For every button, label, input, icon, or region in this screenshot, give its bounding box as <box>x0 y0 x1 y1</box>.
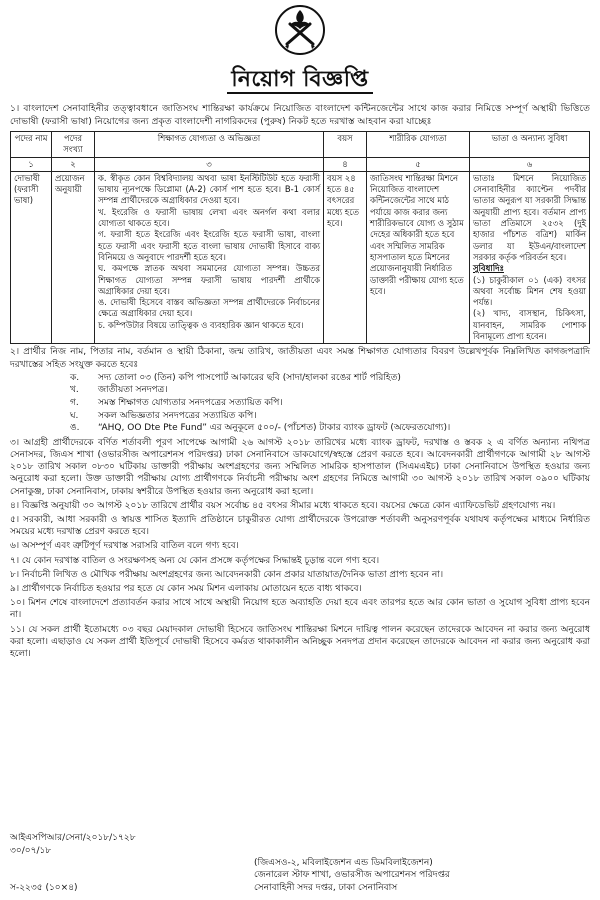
qualification-item: গ. ফরাসী হতে ইংরেজি এবং ইংরেজি হতে ফরাসী ভাষা, বাংলা হতে ফরাসী এবং ফরাসী হতে বাংলা ভাষায় দোভাষী হিসাবে বাক্য বিনিময়ে ও অনুবাদে পারদর্শী হতে হবে। <box>98 229 320 262</box>
column-number: ১ <box>11 157 52 171</box>
paragraph-2: ২। প্রার্থীর নিজ নাম, পিতার নাম, বর্তমান ও স্থায়ী ঠিকানা, জন্ম তারিখ, জাতীয়তা এবং সমস্ত শিক্ষাগত যোগ্যতার বিবরণ উল্লেখপূর্বক নিম্নলিখিত কাগজপত্রাদি দরখাস্তের সহিত সংযুক্ত করতে হবেঃ <box>10 347 590 370</box>
paragraph-4: ৪। বিজ্ঞপ্তি অনুযায়ী ৩০ আগস্ট ২০১৮ তারিখে প্রার্থীর বয়স সর্বোচ্চ ৪৫ বৎসর সীমার মধ্যে থাকতে হবে। বয়সের ক্ষেত্রে কোন এ্যাফিডেভিট গ্রহণযোগ্য নয়। <box>10 500 556 511</box>
column-number: ৩ <box>95 157 324 171</box>
list-key: ক. <box>70 372 80 383</box>
list-value: জাতীয়তা সনদপত্র। <box>98 385 168 396</box>
physical-requirement: জাতিসংঘ শান্তিরক্ষা মিশনে নিয়োজিত বাংলাদেশ কন্টিনজেন্টের সাথে মাঠ পর্যায়ে কাজ করার জন্য শারীরিকভাবে যোগ্য ও সুঠাম দেহের অধিকারী হতে হবে এবং সম্মিলিত সামরিক হাসপাতাল হতে মিশনের প্রয়োজনানুযায়ী নির্ধারিত ডাক্তারী পরীক্ষায় যোগ্য হতে হবে। <box>367 171 470 343</box>
column-number: ২ <box>52 157 95 171</box>
list-value: সকল অভিজ্ঞতার সনদপত্রের সত্যায়িত কপি। <box>98 410 257 421</box>
qualification-item: ক. স্বীকৃত কোন বিশ্ববিদ্যালয় অথবা ভাষা ইনস্টিটিউট হতে ফরাসী ভাষায় ন্যূনপক্ষে ডিপ্লোমা (A-2) কোর্স পাশ হতে হবে। B-1 কোর্স সম্পন্ন প্রার্থীদেরকে অগ্রাধিকার দেওয়া হবে। <box>98 172 320 206</box>
column-number: ৪ <box>324 157 367 171</box>
list-key: গ. <box>70 397 79 408</box>
notice-title: নিয়োগ বিজ্ঞপ্তি <box>10 62 590 99</box>
reference-number: আইএসপিআর/সেনা/২০১৮/১৭২৮ <box>10 833 136 843</box>
qualification-cell <box>95 171 324 343</box>
paragraph-10: ১০। মিশন শেষে বাংলাদেশে প্রত্যাবর্তন করার সাথে সাথে অস্থায়ী নিয়োগ হতে অব্যাহতি দেয়া হবে এবং তারপর হতে আর কোন ভাতা ও সুযোগ সুবিধা প্রাপ্য হবেন না। <box>10 598 590 621</box>
list-key: ঘ. <box>70 410 79 421</box>
paragraph-11: ১১। যে সকল প্রার্থী ইতোমধ্যে ০৩ বছর মেয়াদকাল দোভাষী হিসেবে জাতিসংঘ শান্তিরক্ষা মিশনে দায়িত্ব পালন করেছেন তাদেরকে আবেদন না করার জন্য অনুরোধ করা হলো। এছাড়াও যে সকল প্রার্থী ইতিপূর্বে দোভাষী হিসেবে কর্মরত থাকাকালীন অনিচ্ছুক সনদপত্র প্রদান করেছেন তাদেরকে আবেদন না করার জন্য অনুরোধ করা হলো। <box>10 624 590 659</box>
column-number: ৫ <box>367 157 470 171</box>
document-list <box>70 372 590 435</box>
benefits-title: সুবিধাদিঃ <box>473 263 504 274</box>
ad-code: স-২২৩৫ (১০×৪) <box>10 882 78 893</box>
reference-date: ৩০/০৭/১৮ <box>10 845 52 856</box>
list-key: ঙ. <box>70 423 80 434</box>
list-value: “AHQ, OO Dte Pte Fund” এর অনুকূলে ৫০০/- (পাঁচশত) টাকার ব্যাংক ড্রাফট (অফেরতযোগ্য)। <box>98 423 451 434</box>
paragraph-9: ৯। প্রার্থীগণকে নির্বাচিত হওয়ার পর হতে যে কোন সময় মিশন এলাকায় মোতায়েন হতে বাধ্য থাকবে। <box>10 583 362 594</box>
paragraph-3: ৩। আগ্রহী প্রার্থীদেরকে বর্ণিত শর্তাবলী পূরণ সাপেক্ষে আগামী ২৬ আগস্ট ২০১৮ তারিখের মধ্যে ব্যাংক ড্রাফট, দরখাস্ত ও স্তবক ২ এ বর্ণিত অন্যান্য নথিপত্র সেনাসদর, জিএস শাখা (ওভারসীজ অপারেশনস পরিদপ্তর) ঢাকা সেনানিবাসে ডাকযোগে/স্বহস্তে প্রেরণ করতে হবে। আবেদনকারী প্রার্থীগণকে আগামী ২৮ আগস্ট ২০১৮ তারিখ সকাল ০৮৩০ ঘটিকায় ডাক্তারী পরীক্ষায় অংশগ্রহণের জন্য সম্মিলিত সামরিক হাসপাতাল (সিএমএইচ) ঢাকা সেনানিবাসে উপস্থিত হওয়ার জন্য অনুরোধ করা হলো। উক্ত ডাক্তারী পরীক্ষায় যোগ্য প্রার্থীগণকে নির্বাচনী পরীক্ষায় অংশ গ্রহণের নিমিত্তে আগামী ৩০ আগস্ট ২০১৮ তারিখ সকাল ০৯০০ ঘটিকায় সেনাকুঞ্জ, ঢাকা সেনানিবাস, ঢাকায় স্বশরীরে উপস্থিত হওয়ার জন্য অনুরোধ করা হলো। <box>10 437 590 497</box>
recruitment-table <box>10 131 590 344</box>
benefit-item: (১) চাকুরীকাল ০১ (এক) বৎসর অথবা সর্বোচ্চ মিশন শেষ হওয়া পর্যন্ত। <box>473 274 586 308</box>
qualification-item: ঙ. দোভাষী হিসেবে বাস্তব অভিজ্ঞতা সম্পন্ন প্রার্থীদেরকে নির্বাচনের ক্ষেত্রে অগ্রাধিকার দেয়া হবে। <box>98 297 320 319</box>
paragraph-8: ৮। নির্বাচনী লিখিত ও মৌখিক পরীক্ষায় অংশগ্রহণের জন্য আবেদনকারী কোন প্রকার যাতায়াত/দৈনিক ভাতা প্রাপ্য হবেন না। <box>10 569 444 580</box>
header-age: বয়স <box>324 132 367 158</box>
header-allowance: ভাতা ও অন্যান্য সুবিধা <box>470 132 590 158</box>
qualification-item: চ. কম্পিউটার বিষয়ে তাত্ত্বিক ও ব্যবহারিক জ্ঞান থাকতে হবে। <box>98 319 304 330</box>
header-qualification: শিক্ষাগত যোগ্যতা ও অভিজ্ঞতা <box>95 132 324 158</box>
list-value: সদ্য তোলা ০৩ (তিন) কপি পাসপোর্ট আকারের ছবি (সাদা/হালকা রঙের শার্ট পরিহিত) <box>98 372 401 383</box>
list-item <box>70 422 590 435</box>
qualification-item: ঘ. কমপক্ষে স্নাতক অথবা সমমানের যোগ্যতা সম্পন্ন। উচ্চতর শিক্ষাগত যোগ্যতা সম্পন্ন ফরাসী ভাষায় পারদর্শী প্রার্থীকে অগ্রাধিকার দেয়া হবে। <box>98 263 320 296</box>
intro-paragraph: ১। বাংলাদেশ সেনাবাহিনীর তত্ত্বাবধানে জাতিসংঘ শান্তিরক্ষা কার্যক্রমে নিয়োজিত বাংলাদেশ কন্টিনজেন্টের সাথে কাজ করার নিমিত্তে সম্পূর্ণ অস্থায়ী ভিত্তিতে দোভাষী (ফরাসী ভাষা) নিয়োগের জন্য প্রকৃত বাংলাদেশী নাগরিকদের (পুরুষ) নিকট হতে দরখাস্ত আহবান করা যাচ্ছেঃ <box>10 103 590 127</box>
header-physical: শারীরিক যোগ্যতা <box>367 132 470 158</box>
list-item <box>70 410 590 423</box>
signature-block <box>254 857 584 895</box>
list-item <box>70 372 590 385</box>
header-post-name: পদের নাম <box>11 132 52 158</box>
army-emblem-icon <box>274 4 326 56</box>
allowance-cell <box>470 171 590 343</box>
allowance-text: ভাতাঃ মিশনে নিয়োজিত সেনাবাহিনীর ক্যাপ্টেন পদবীর ভাতার অনুরূপ যা সরকারী সিদ্ধান্ত অনুযায়ী প্রাপ্য হবে। বর্তমান প্রাপ্য ভাতা প্রতিমাসে ২৫৩২ (দুই হাজার পাঁচশত বত্রিশ) মার্কিন ডলার যা ইউএন/বাংলাদেশ সরকার কর্তৃক পরিবর্তন হবে। <box>473 172 586 262</box>
notice-footer <box>10 832 590 894</box>
table-number-row <box>11 157 590 171</box>
paragraph-7: ৭। যে কোন দরখাস্ত বাতিল ও সংরক্ষণসহ অন্য যে কোন প্রসঙ্গে কর্তৃপক্ষের সিদ্ধান্তই চূড়ান্ত বলে গণ্য হবে। <box>10 555 380 566</box>
benefit-item: (২) খাদ্য, বাসস্থান, চিকিৎসা, যানবাহন, সামরিক পোশাক বিনামূল্যে প্রাপ্য হবেন। <box>473 308 586 342</box>
signature-line: (জিএসও-২, মবিলাইজেশন এন্ড ডিমবিলাইজেশন) <box>254 857 433 868</box>
signature-line: সেনাবাহিনী সদর দপ্তর, ঢাকা সেনানিবাস <box>254 882 398 893</box>
header-post-count: পদের সংখ্যা <box>52 132 95 158</box>
column-number: ৬ <box>470 157 590 171</box>
list-item <box>70 384 590 397</box>
paragraph-5: ৫। সরকারী, আধা সরকারী ও স্বায়ত্ত শাসিত ইত্যাদি প্রতিষ্ঠানে চাকুরীরত যোগ্য প্রার্থীদেরকে উপরোক্ত শর্তাবলী অনুসরণপূর্বক যথাযথ কর্তৃপক্ষের মাধ্যমে নির্ধারিত সময়ের মধ্যে দরখাস্ত প্রেরণ করতে হবে। <box>10 514 590 538</box>
list-key: খ. <box>70 385 79 396</box>
list-value: সমস্ত শিক্ষাগত যোগ্যতার সনদপত্রের সত্যায়িত কপি। <box>98 397 283 408</box>
signature-line: জেনারেল স্টাফ শাখা, ওভারসীজ অপারেশনস পরিদপ্তর <box>254 870 450 880</box>
paragraph-6: ৬। অসম্পূর্ণ এবং ত্রুটিপূর্ণ দরখাস্ত সরাসরি বাতিল বলে গণ্য হবে। <box>10 541 239 552</box>
table-row <box>11 171 590 343</box>
post-count: প্রয়োজন অনুযায়ী <box>52 171 95 343</box>
post-name: দোভাষী (ফরাসী ভাষা) <box>11 171 52 343</box>
qualification-item: খ. ইংরেজি ও ফরাসী ভাষায় লেখা এবং অনর্গল কথা বলার যোগ্যতা থাকতে হবে। <box>98 206 320 229</box>
list-item <box>70 397 590 410</box>
age-requirement: বয়স ২৪ হতে ৪৫ বৎসরের মধ্যে হতে হবে। <box>324 171 367 343</box>
